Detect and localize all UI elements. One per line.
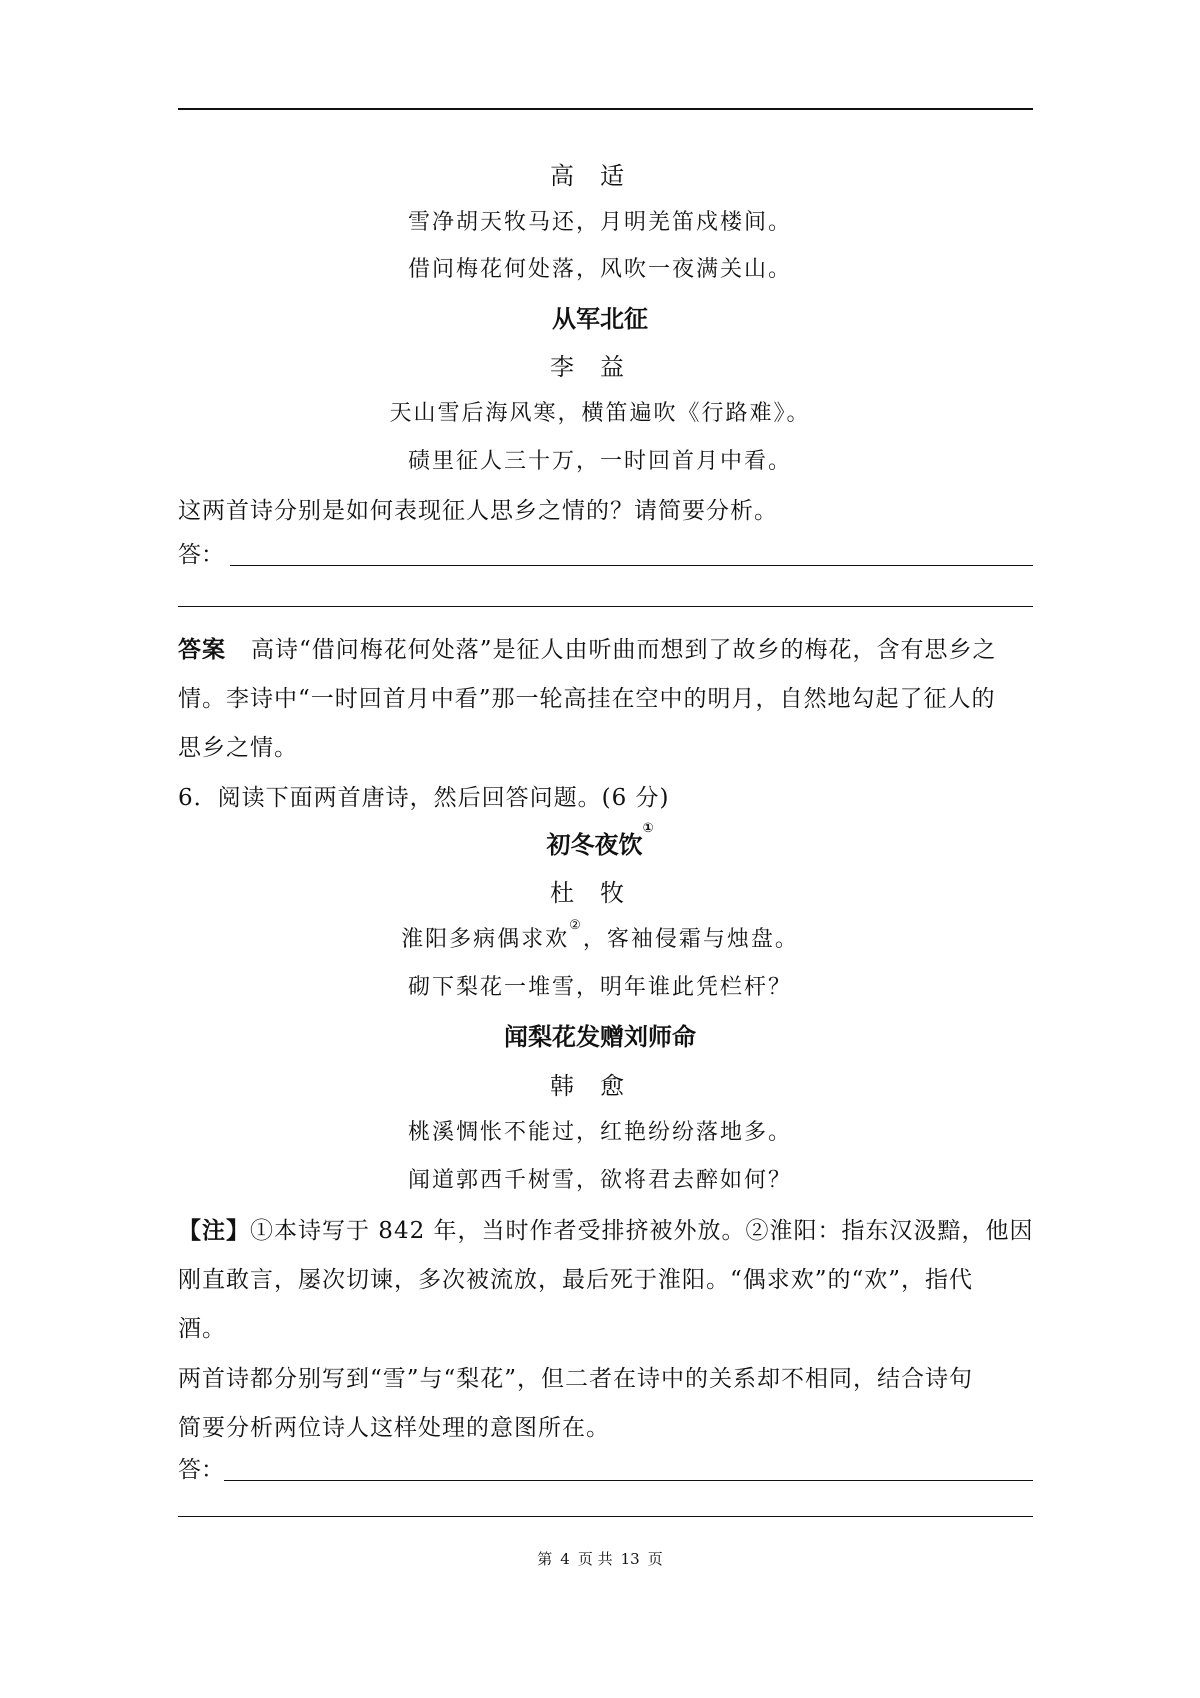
poem2-line-1: 天山雪后海风寒，横笛遍吹《行路难》。 — [389, 401, 811, 426]
poem-a-line-1-footnote: ② — [569, 918, 583, 933]
poem-b-line-1: 桃溪惆怅不能过，红艳纷纷落地多。 — [407, 1120, 792, 1145]
q6-answer-row — [178, 1452, 1033, 1484]
q5-answer-row — [178, 537, 1033, 569]
poem1-line-1: 雪净胡天牧马还，月明羌笛戍楼间。 — [407, 210, 792, 235]
note-label: 【注】 — [178, 1218, 250, 1244]
q5-answer-key-line-2: 情。李诗中“一时回首月中看”那一轮高挂在空中的明月，自然地勾起了征人的 — [178, 686, 996, 712]
poem-a-title-text: 初冬夜饮 — [546, 831, 643, 859]
note-line-1 — [178, 1212, 1034, 1245]
q6-intro: 6．阅读下面两首唐诗，然后回答问题。(6 分) — [178, 785, 670, 811]
poem-a-title-footnote: ① — [642, 821, 654, 836]
q5-answer-key-line-3: 思乡之情。 — [178, 735, 298, 761]
answer-key-label: 答案 — [178, 637, 226, 663]
q6-question-line-2: 简要分析两位诗人这样处理的意图所在。 — [178, 1415, 610, 1441]
footer-total-pages: 13 — [620, 1550, 640, 1568]
footer-mid: 页 共 — [577, 1550, 613, 1568]
poem1-author: 高适 — [550, 162, 650, 190]
poem2-line-2: 碛里征人三十万，一时回首月中看。 — [407, 449, 792, 474]
poem-a-author: 杜牧 — [550, 879, 650, 907]
header-rule — [178, 108, 1033, 110]
poem1-line-2: 借问梅花何处落，风吹一夜满关山。 — [407, 257, 792, 282]
q6-question-line-1: 两首诗都分别写到“雪”与“梨花”，但二者在诗中的关系却不相同，结合诗句 — [178, 1366, 974, 1392]
note-line-3: 酒。 — [178, 1316, 226, 1342]
poem-b-author: 韩愈 — [550, 1072, 650, 1100]
footer-prefix: 第 — [537, 1550, 553, 1568]
q5-answer-blank — [230, 564, 1033, 566]
note-text-1: ①本诗写于 842 年，当时作者受排挤被外放。②淮阳：指东汉汲黯，他因 — [250, 1218, 1034, 1244]
answer-key-text-1: 高诗“借问梅花何处落”是征人由听曲而想到了故乡的梅花，含有思乡之 — [250, 637, 997, 663]
note-line-2: 刚直敢言，屡次切谏，多次被流放，最后死于淮阳。“偶求欢”的“欢”，指代 — [178, 1267, 974, 1293]
poem-a-line-2: 砌下梨花一堆雪，明年谁此凭栏杆？ — [407, 975, 792, 1000]
page-footer — [0, 1548, 1200, 1569]
footer-page-number: 4 — [560, 1550, 570, 1568]
q5-answer-blank-2 — [178, 606, 1033, 607]
poem2-author: 李益 — [550, 353, 650, 381]
q5-answer-label: 答： — [178, 542, 224, 568]
poem-a-title — [0, 821, 1200, 860]
footer-suffix: 页 — [647, 1550, 663, 1568]
poem-a-line-1-part-a: 淮阳多病偶求欢 — [401, 927, 570, 952]
poem-b-title: 闻梨花发赠刘师命 — [504, 1023, 696, 1051]
q6-answer-label: 答： — [178, 1457, 224, 1483]
poem-a-line-1-part-b: ，客袖侵霜与烛盘。 — [582, 927, 799, 952]
poem-b-line-2: 闻道郭西千树雪，欲将君去醉如何？ — [407, 1168, 792, 1193]
q6-answer-blank — [224, 1479, 1033, 1481]
q5-question: 这两首诗分别是如何表现征人思乡之情的？请简要分析。 — [178, 498, 778, 524]
poem2-title: 从军北征 — [552, 305, 648, 333]
poem-a-line-1 — [0, 918, 1200, 953]
q6-answer-blank-2 — [178, 1516, 1033, 1517]
q5-answer-key-line-1 — [178, 631, 996, 664]
